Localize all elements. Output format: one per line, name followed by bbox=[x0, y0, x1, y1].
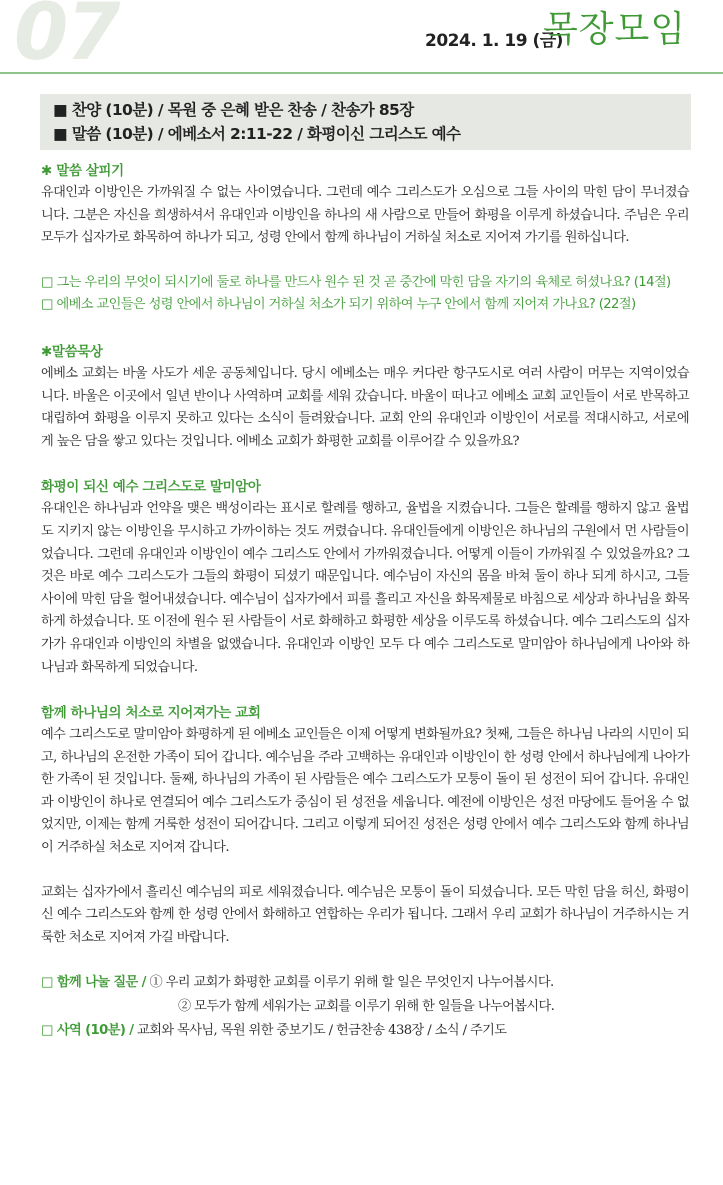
section-heading-peace: 화평이 되신 예수 그리스도로 말미암아 bbox=[41, 479, 261, 496]
agenda-box bbox=[40, 94, 691, 150]
section-text-peace: 유대인은 하나님과 언약을 맺은 백성이라는 표시로 할례를 행하고, 율법을 지켰습니다. 그들은 할례를 행하지 않고 율법도 지키지 않는 이방인을 무시하고 가까이하는 것도 꺼렸습니다. 유대인들에게 이방인은 하나님의 구원에서 먼 사람들이었습니다. 그런데 유대인과 이방인이 예수 그리스도 안에서 가까워졌습니다. 어떻게 이들이 가까워질 수 있었을까요? 그것은 바로 예수 그리스도가 그들의 화평이 되셨기 때문입니다. 예수님이 자신의 몸을 바쳐 둘이 하나 되게 하시고, 그들 사이에 막힌 담을 헐어내셨습니다. 예수님이 십자가에서 피를 흘리고 자신을 화목제물로 바침으로 세상과 하나님을 화목하게 하셨습니다. 또 이전에 원수 된 사람들이 서로 화해하고 화평한 세상을 이루도록 하셨습니다. 예수 그리스도의 십자가가 유대인과 이방인의 차별을 없앴습니다. 유대인과 이방인 모두 다 예수 그리스도로 말미암아 하나님에게 나아와 하나님과 화목하게 되었습니다. bbox=[41, 501, 689, 675]
header-date: 2024. 1. 19 (금) bbox=[425, 31, 563, 51]
share-question-2-line bbox=[41, 995, 689, 1019]
ministry-label: □ 사역 (10분) / bbox=[41, 1023, 134, 1039]
section-text-dwelling-1: 예수 그리스도로 말미암아 화평하게 된 에베소 교인들은 이제 어떻게 변화될까요? 첫째, 그들은 하나님 나라의 시민이 되고, 하나님의 온전한 가족이 되어 갑니다. 예수님을 주라 고백하는 유대인과 이방인이 한 성령 안에서 하나님에게 나아가 한 가족이 된 것입니다. 둘째, 하나님의 가족이 된 사람들은 예수 그리스도가 모퉁이 돌이 된 성전이 되어 갑니다. 유대인과 이방인이 하나로 연결되어 예수 그리스도가 중심이 된 성전을 세웁니다. 예전에 이방인은 성전 마당에도 들어올 수 없었지만, 이제는 함께 거룩한 성전이 되어갑니다. 그리고 이렇게 되어진 성전은 성령 안에서 예수 그리스도와 함께 하나님이 거주하실 처소로 지어져 갑니다. bbox=[41, 727, 689, 856]
agenda-praise: ■ 찬양 (10분) / 목원 중 은혜 받은 찬송 / 찬송가 85장 bbox=[53, 101, 414, 119]
section-heading-look: ✱ 말씀 살피기 bbox=[41, 163, 124, 179]
page-number: 07 bbox=[14, 0, 119, 78]
agenda-word: ■ 말씀 (10분) / 에베소서 2:11-22 / 화평이신 그리스도 예수 bbox=[53, 125, 461, 143]
ministry-line bbox=[41, 1019, 689, 1043]
section-heading-dwelling: 함께 하나님의 처소로 지어져가는 교회 bbox=[41, 705, 261, 722]
share-question-1: ① 우리 교회가 화평한 교회를 이루기 위해 할 일은 무엇인지 나누어봅시다. bbox=[149, 975, 554, 991]
section-text-meditation: 에베소 교회는 바울 사도가 세운 공동체입니다. 당시 에베소는 매우 커다란 항구도시로 여러 사람이 머무는 지역이었습니다. 바울은 이곳에서 일년 반이나 사역하며 교회를 세워 갔습니다. 바울이 떠나고 에베소 교회 교인들이 서로 반목하고 대립하여 화평을 이루지 못하고 있다는 소식이 들려왔습니다. 교회 안의 유대인과 이방인이 서로를 적대시하고, 서로에게 높은 담을 쌓고 있다는 것입니다. 에베소 교회가 화평한 교회를 이루어갈 수 있을까요? bbox=[41, 365, 689, 449]
share-questions bbox=[41, 971, 689, 995]
share-question-2: ② 모두가 함께 세워가는 교회를 이루기 위해 한 일들을 나누어봅시다. bbox=[178, 999, 555, 1015]
header-divider bbox=[0, 72, 723, 74]
ministry-text: 교회와 목사님, 목원 위한 중보기도 / 헌금찬송 438장 / 소식 / 주기도 bbox=[137, 1023, 507, 1039]
section-text-dwelling-2: 교회는 십자가에서 흘리신 예수님의 피로 세워졌습니다. 예수님은 모퉁이 돌이 되셨습니다. 모든 막힌 담을 허신, 화평이신 예수 그리스도와 함께 한 성령 안에서 화해하고 연합하는 우리가 됩니다. 그래서 우리 교회가 하나님이 거주하시는 거룩한 처소로 지어져 가길 바랍니다. bbox=[41, 884, 689, 945]
question-1: □ 그는 우리의 무엇이 되시기에 둘로 하나를 만드사 원수 된 것 곧 중간에 막힌 담을 자기의 육체로 허셨나요? (14절) bbox=[41, 274, 671, 290]
section-text-look: 유대인과 이방인은 가까워질 수 없는 사이였습니다. 그런데 예수 그리스도가 오심으로 그들 사이의 막힌 담이 무너졌습니다. 그분은 자신을 희생하셔서 유대인과 이방인을 하나의 새 사람으로 만들어 화평을 이루게 하셨습니다. 주님은 우리 모두가 십자가로 화목하여 하나가 되고, 성령 안에서 함께 하나님이 거하실 처소로 지어져 가기를 원하십니다. bbox=[41, 185, 689, 246]
page-title: 목장모임 bbox=[543, 9, 687, 50]
question-2: □ 에베소 교인들은 성령 안에서 하나님이 거하실 처소가 되기 위하여 누구 안에서 함께 지어져 가나요? (22절) bbox=[41, 297, 636, 313]
share-label: □ 함께 나눌 질문 / bbox=[41, 975, 146, 991]
section-heading-meditation: ✱말씀묵상 bbox=[41, 343, 103, 360]
content bbox=[41, 160, 689, 1043]
